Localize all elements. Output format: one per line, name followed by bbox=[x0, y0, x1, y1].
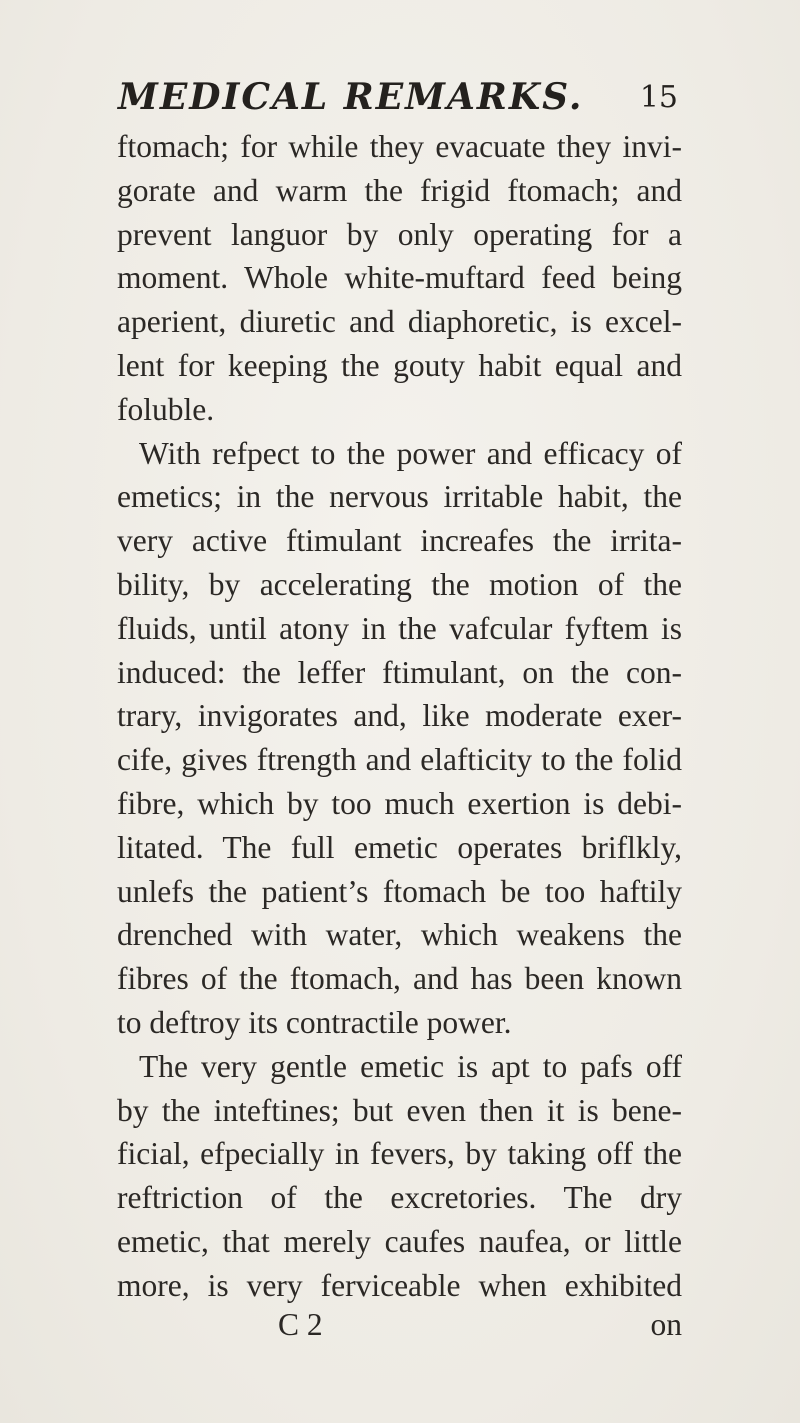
text-line: gorate and warm the frigid ftomach; and bbox=[117, 172, 682, 208]
text-line: very active ftimulant increafes the irrita- bbox=[117, 523, 682, 559]
catchword: on bbox=[650, 1307, 682, 1342]
text-line: aperient, diuretic and diaphoretic, is excel- bbox=[117, 304, 682, 340]
text-line: prevent languor by only operating for a bbox=[117, 216, 682, 252]
text-line: lent for keeping the gouty habit equal and bbox=[117, 347, 682, 383]
page-number: 15 bbox=[639, 80, 678, 115]
text-line: drenched with water, which weakens the bbox=[117, 917, 682, 953]
text-line: fibre, which by too much exertion is debi- bbox=[117, 785, 682, 821]
text-line: foluble. bbox=[117, 391, 215, 427]
running-head: MEDICAL REMARKS. bbox=[118, 76, 584, 118]
text-line: moment. Whole white-muftard feed being bbox=[117, 260, 682, 296]
text-line: bility, by accelerating the motion of the bbox=[117, 566, 682, 602]
text-line: fluids, until atony in the vafcular fyftem is bbox=[117, 610, 682, 646]
text-line: The very gentle emetic is apt to pafs off bbox=[139, 1048, 682, 1084]
text-line: to deftroy its contractile power. bbox=[117, 1004, 512, 1040]
text-line: more, is very ferviceable when exhibited bbox=[117, 1267, 682, 1303]
text-line: unlefs the patient’s ftomach be too haftily bbox=[117, 873, 682, 909]
text-line: litated. The full emetic operates briflkly, bbox=[117, 829, 682, 865]
text-line: emetics; in the nervous irritable habit, the bbox=[117, 479, 682, 515]
signature-mark: C 2 bbox=[278, 1307, 323, 1342]
text-line: reftriction of the excretories. The dry bbox=[117, 1180, 682, 1216]
text-line: induced: the leffer ftimulant, on the con- bbox=[117, 654, 682, 690]
text-line: fibres of the ftomach, and has been known bbox=[117, 961, 682, 997]
text-line: cife, gives ftrength and elafticity to the folid bbox=[117, 742, 682, 778]
text-line: emetic, that merely caufes naufea, or little bbox=[117, 1223, 682, 1259]
text-line: ficial, efpecially in fevers, by taking off the bbox=[117, 1136, 682, 1172]
text-line: With refpect to the power and efficacy of bbox=[139, 435, 682, 471]
text-line: trary, invigorates and, like moderate exer- bbox=[117, 698, 682, 734]
body-text bbox=[117, 125, 682, 1308]
page-footer bbox=[118, 1307, 682, 1347]
page-header bbox=[118, 76, 678, 126]
text-line: by the inteftines; but even then it is bene- bbox=[117, 1092, 682, 1128]
text-line: ftomach; for while they evacuate they invi- bbox=[117, 129, 682, 164]
